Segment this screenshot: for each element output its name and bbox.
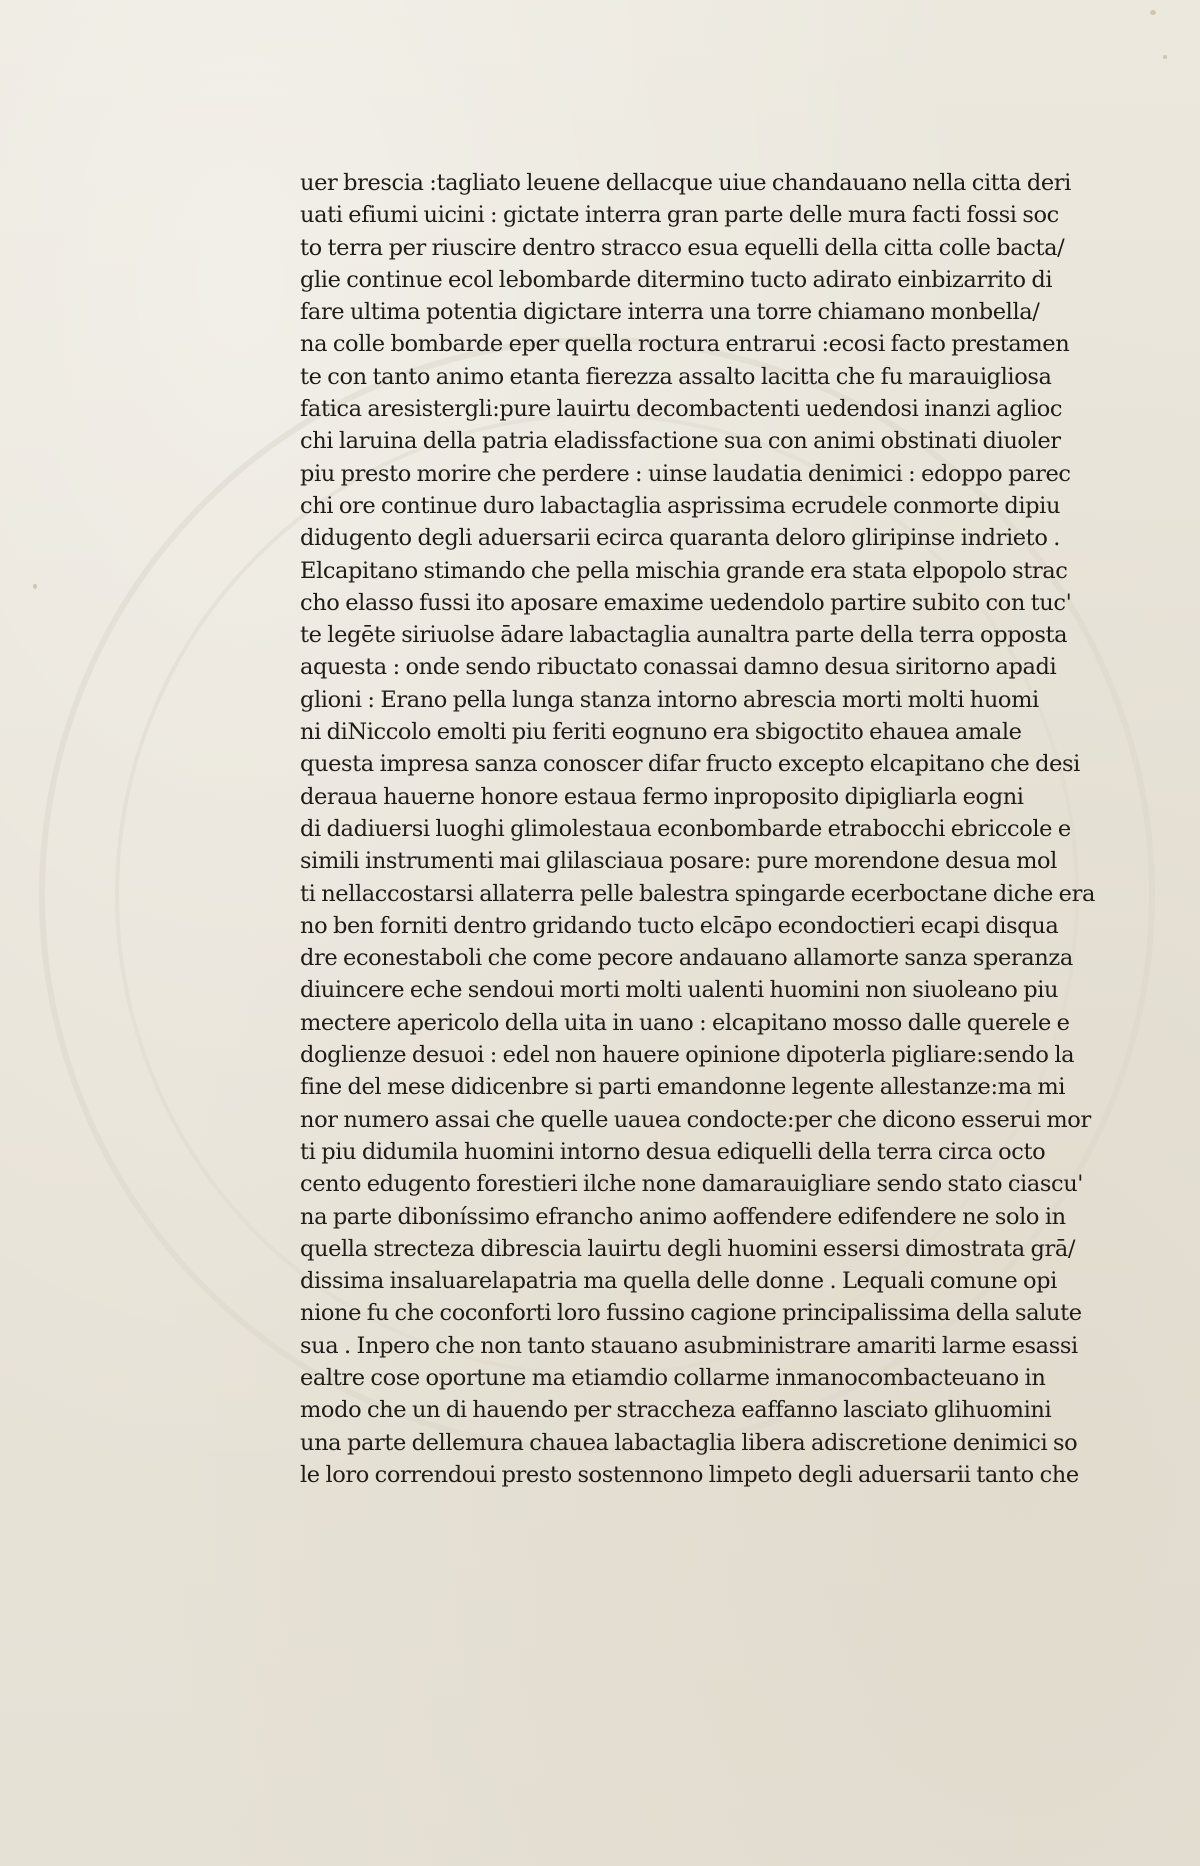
text-line: glie continue ecol lebombarde ditermino tucto adirato einbizarrito di — [300, 266, 1053, 293]
paper-speck — [1150, 10, 1156, 15]
text-line: ti piu didumila huomini intorno desua ediquelli della terra circa octo — [300, 1138, 1046, 1165]
text-line: di dadiuersi luoghi glimolestaua econbombarde etrabocchi ebriccole e — [300, 815, 1071, 842]
text-line: simili instrumenti mai glilasciaua posare: pure morendone desua mol — [300, 848, 1057, 875]
text-line: to terra per riuscire dentro stracco esua equelli della citta colle bacta/ — [300, 234, 1065, 261]
text-line: cho elasso fussi ito aposare emaxime uedendolo partire subito con tuc' — [300, 589, 1072, 616]
text-line: quella strecteza dibrescia lauirtu degli huomini essersi dimostrata grā/ — [300, 1235, 1076, 1262]
text-line: glioni : Erano pella lunga stanza intorno abrescia morti molti huomi — [300, 686, 1039, 713]
text-line: te con tanto animo etanta fierezza assalto lacitta che fu marauigliosa — [300, 363, 1052, 390]
text-line: Elcapitano stimando che pella mischia grande era stata elpopolo strac — [300, 557, 1068, 584]
text-line: cento edugento forestieri ilche none damarauigliare sendo stato ciascu' — [300, 1171, 1084, 1198]
text-line: piu presto morire che perdere : uinse laudatia denimici : edoppo parec — [300, 460, 1071, 487]
text-line: ealtre cose oportune ma etiamdio collarme inmanocombacteuano in — [300, 1364, 1046, 1391]
text-line: diuincere eche sendoui morti molti ualenti huomini non siuoleano piu — [300, 977, 1059, 1004]
text-line: le loro correndoui presto sostennono limpeto degli aduersarii tanto che — [300, 1461, 1079, 1488]
text-line: dre econestaboli che come pecore andauano allamorte sanza speranza — [300, 945, 1073, 972]
text-line: modo che un di hauendo per straccheza eaffanno lasciato glihuomini — [300, 1397, 1052, 1424]
text-line: nor numero assai che quelle uauea condocte:per che dicono esserui mor — [300, 1106, 1091, 1133]
printed-text-block — [300, 167, 1095, 1491]
paper-speck — [33, 584, 37, 589]
text-line: didugento degli aduersarii ecirca quaranta deloro gliripinse indrieto . — [300, 525, 1060, 552]
paper-speck — [1163, 55, 1167, 59]
text-line: fatica aresistergli:pure lauirtu decombactenti uedendosi inanzi aglioc — [300, 396, 1063, 423]
text-line: uati efiumi uicini : gictate interra gran parte delle mura facti fossi soc — [300, 202, 1059, 229]
text-line: doglienze desuoi : edel non hauere opinione dipoterla pigliare:sendo la — [300, 1042, 1075, 1069]
text-line: na colle bombarde eper quella roctura entrarui :ecosi facto prestamen — [300, 331, 1070, 358]
text-line: nione fu che coconforti loro fussino cagione principalissima della salute — [300, 1300, 1082, 1327]
text-line: sua . Inpero che non tanto stauano asubministrare amariti larme esassi — [300, 1332, 1078, 1359]
text-line: deraua hauerne honore estaua fermo inproposito dipigliarla eogni — [300, 783, 1024, 810]
text-line: mectere apericolo della uita in uano : elcapitano mosso dalle querele e — [300, 1009, 1070, 1036]
text-line: fine del mese didicenbre si parti emandonne legente allestanze:ma mi — [300, 1074, 1066, 1101]
text-line: chi laruina della patria eladissfactione sua con animi obstinati diuoler — [300, 428, 1061, 455]
text-line: chi ore continue duro labactaglia asprissima ecrudele conmorte dipiu — [300, 492, 1061, 519]
text-line: una parte dellemura chauea labactaglia libera adiscretione denimici so — [300, 1429, 1078, 1456]
text-line: uer brescia :tagliato leuene dellacque uiue chandauano nella citta deri — [300, 170, 1071, 196]
text-line: te legēte siriuolse ādare labactaglia aunaltra parte della terra opposta — [300, 622, 1068, 649]
text-line: fare ultima potentia digictare interra una torre chiamano monbella/ — [300, 299, 1040, 326]
text-line: ni diNiccolo emolti piu feriti eognuno era sbigoctito ehauea amale — [300, 719, 1022, 746]
text-line: ti nellaccostarsi allaterra pelle balestra spingarde ecerboctane diche era — [300, 880, 1095, 907]
text-line: no ben forniti dentro gridando tucto elcāpo econdoctieri ecapi disqua — [300, 912, 1059, 939]
text-line: dissima insaluarelapatria ma quella delle donne . Lequali comune opi — [300, 1268, 1057, 1295]
text-line: aquesta : onde sendo ribuctato conassai damno desua siritorno apadi — [300, 654, 1057, 681]
text-line: questa impresa sanza conoscer difar fructo excepto elcapitano che desi — [300, 751, 1080, 778]
text-line: na parte diboníssimo efrancho animo aoffendere edifendere ne solo in — [300, 1203, 1066, 1230]
